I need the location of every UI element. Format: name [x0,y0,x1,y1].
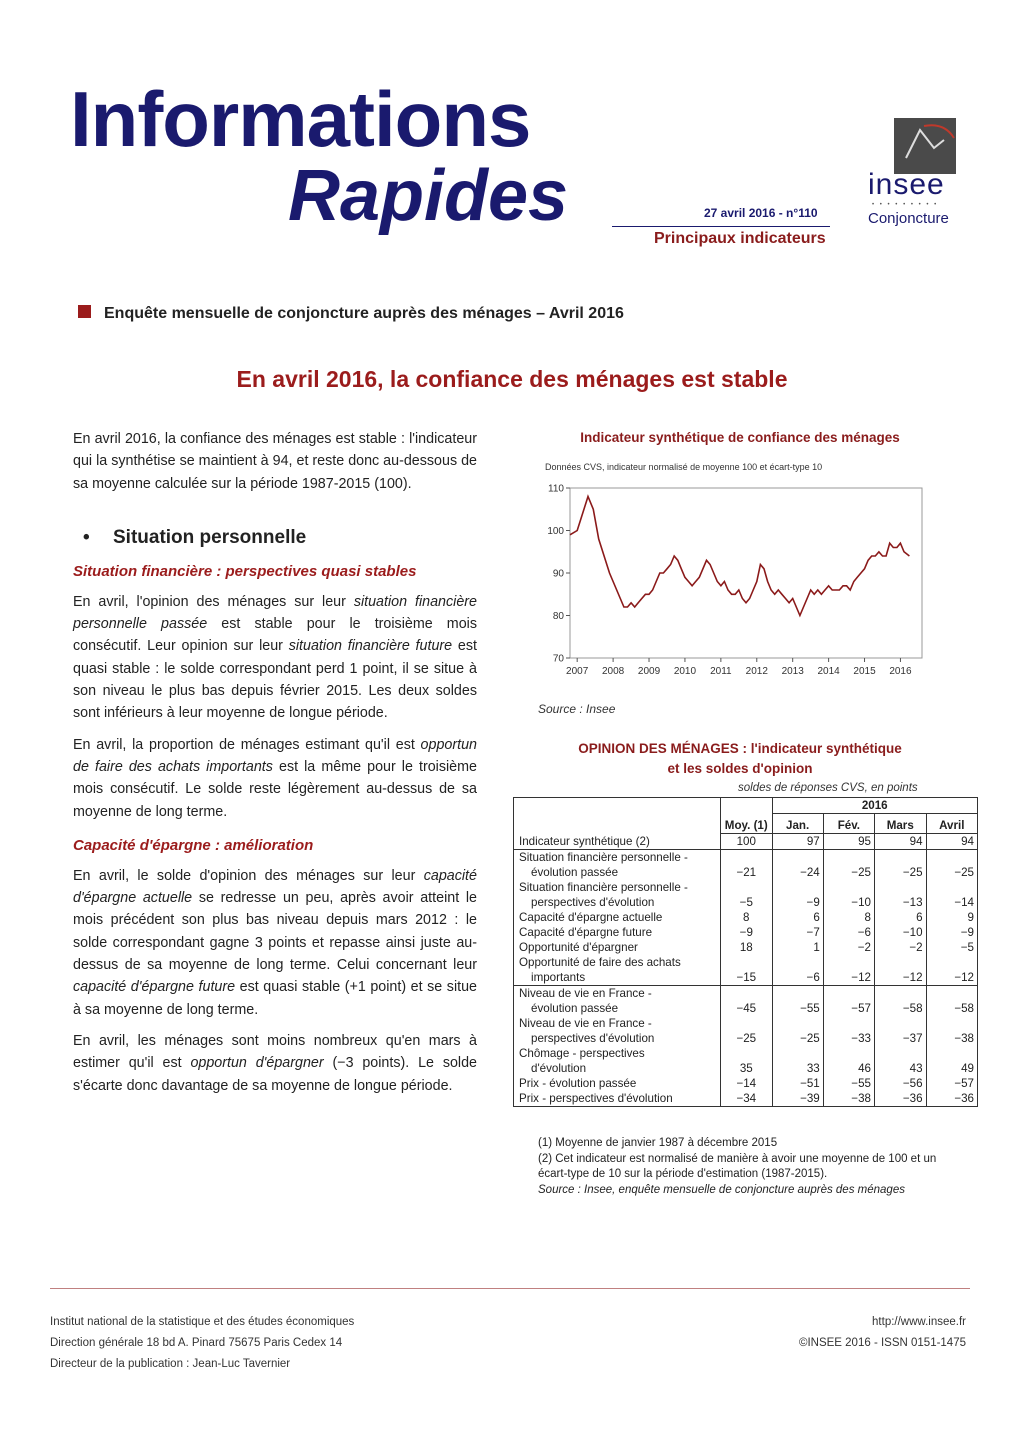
table-row [514,986,978,1017]
plot-frame [570,488,922,658]
table-cell: −58 [874,986,926,1017]
table-cell: −13 [874,880,926,910]
table-cell: −15 [721,955,772,986]
y-tick-label: 80 [552,611,564,622]
table-cell: 8 [721,910,772,925]
note-1: (1) Moyenne de janvier 1987 à décembre 2015 [538,1137,778,1149]
table-cell: 43 [874,1046,926,1076]
x-tick-label: 2009 [637,666,661,677]
table-cell: 94 [926,834,977,850]
table-cell: −57 [823,986,874,1017]
section-title: Situation personnelle [113,526,307,548]
paragraph-saving-opportunity: En avril, les ménages sont moins nombreux qu'en mars à estimer qu'il est opportun d'épargner (−3 points). Le solde s'écarte donc davantage de sa moyenne de longue période. [73,1032,477,1094]
footer-right [799,1312,966,1354]
table-cell: 35 [721,1046,772,1076]
table-cell: −25 [926,850,977,881]
chart-title: Indicateur synthétique de confiance des ménages [580,430,900,445]
table-row [514,1076,978,1091]
table-cell: −39 [772,1091,823,1107]
table-cell: −45 [721,986,772,1017]
table-row [514,1016,978,1046]
table-cell: 9 [926,910,977,925]
table-cell: −37 [874,1016,926,1046]
masthead-rule [612,226,830,227]
survey-title: Enquête mensuelle de conjoncture auprès des ménages – Avril 2016 [104,305,624,322]
footer-left [50,1312,354,1375]
table-cell: −25 [772,1016,823,1046]
table-cell: −25 [823,850,874,881]
x-tick-label: 2008 [601,666,625,677]
note-2: (2) Cet indicateur est normalisé de manière à avoir une moyenne de 100 et un écart-type de 10 sur la période d'estimation (1987-2015). [538,1152,937,1180]
table-source: Source : Insee, enquête mensuelle de conjoncture auprès des ménages [538,1183,905,1196]
issue-number: 27 avril 2016 - n°110 [704,206,818,220]
x-tick-label: 2015 [853,666,876,677]
table-cell: 33 [772,1046,823,1076]
year-header: 2016 [772,798,978,814]
table-cell: 94 [874,834,926,850]
table-cell: −14 [721,1076,772,1091]
table-cell: −58 [926,986,977,1017]
masthead-title-line2: Rapides [288,156,569,236]
table-cell: −5 [926,940,977,955]
table-cell: −56 [874,1076,926,1091]
section-heading [83,527,477,549]
table-title-line2: et les soldes d'opinion [667,761,813,776]
table-cell: 1 [772,940,823,955]
table-cell: 100 [721,834,772,850]
y-tick-label: 90 [552,568,564,580]
y-tick-label: 70 [552,653,564,665]
column-header: Jan. [772,814,823,834]
opinion-table [513,797,978,1107]
x-tick-label: 2016 [889,666,912,677]
table-cell: −38 [823,1091,874,1107]
table-row [514,1091,978,1107]
table-row [514,925,978,940]
table-cell: −34 [721,1091,772,1107]
footer-director: Directeur de la publication : Jean-Luc Tavernier [50,1358,291,1370]
row-label: Niveau de vie en France - évolution passée [514,986,721,1017]
masthead-title-line1: Informations [70,75,531,163]
footer-address: Direction générale 18 bd A. Pinard 75675 Paris Cedex 14 [50,1337,343,1349]
y-tick-label: 110 [548,483,564,495]
row-label: Opportunité d'épargner [514,940,721,955]
table-row [514,955,978,986]
table-cell: 18 [721,940,772,955]
row-label: Niveau de vie en France - perspectives d'évolution [514,1016,721,1046]
table-cell: −9 [926,925,977,940]
headline: En avril 2016, la confiance des ménages est stable [236,366,788,392]
column-header: Moy. (1) [721,814,772,834]
insee-logo-icon [894,118,956,174]
paragraph-purchases: En avril, la proportion de ménages estimant qu'il est opportun de faire des achats importants est la même pour le troisième mois consécutif. Le solde reste légèrement au-dessus de sa moyenne de long terme. [73,736,477,820]
table-cell: 95 [823,834,874,850]
column-header: Mars [874,814,926,834]
table-cell: −10 [823,880,874,910]
paragraph-savings: En avril, le solde d'opinion des ménages sur leur capacité d'épargne actuelle se redresse un peu, après avoir atteint le mois précédent son plus bas niveau depuis mars 2012 : le solde correspondant gagne 3 points et repasse ainsi juste au-dessus de sa moyenne de long terme. Celui concernant leur capacité d'épargne future est quasi stable (+1 point) et se situe à sa moyenne de long terme. [73,867,478,1018]
chart-subtitle: Données CVS, indicateur normalisé de moyenne 100 et écart-type 10 [545,462,823,472]
x-tick-label: 2007 [566,666,589,677]
footer-copyright: ©INSEE 2016 - ISSN 0151-1475 [798,1337,966,1349]
table-cell: −55 [823,1076,874,1091]
subheading-savings: Capacité d'épargne : amélioration [73,836,314,854]
logo-wordmark: insee [868,168,945,201]
table-cell: −12 [874,955,926,986]
table-cell: −2 [823,940,874,955]
confidence-chart [530,478,930,683]
table-cell: 97 [772,834,823,850]
table-cell: 6 [772,910,823,925]
table-cell: 49 [926,1046,977,1076]
table-cell: −12 [823,955,874,986]
row-label: Chômage - perspectives d'évolution [514,1046,721,1076]
table-cell: −55 [772,986,823,1017]
table-row [514,850,978,881]
logo-dots: • • • • • • • • • [872,202,939,208]
table-unit: soldes de réponses CVS, en points [738,782,918,794]
table-row [514,880,978,910]
table-notes [538,1136,958,1198]
table-cell: −7 [772,925,823,940]
table-row [514,834,978,850]
x-tick-label: 2011 [710,666,732,677]
table-cell: −10 [874,925,926,940]
series-name: Principaux indicateurs [654,230,826,247]
table-corner [514,798,721,834]
table-cell: −2 [874,940,926,955]
x-tick-label: 2013 [781,666,804,677]
x-tick-label: 2012 [745,666,768,677]
row-label: Situation financière personnelle - évolution passée [514,850,721,881]
table-cell: −36 [874,1091,926,1107]
row-label: Prix - évolution passée [514,1076,721,1091]
logo-subtitle: Conjoncture [868,210,949,227]
table-cell: 6 [874,910,926,925]
table-cell: −24 [772,850,823,881]
table-title [520,739,960,779]
row-label: Situation financière personnelle - perspectives d'évolution [514,880,721,910]
row-label: Opportunité de faire des achats importants [514,955,721,986]
row-label: Prix - perspectives d'évolution [514,1091,721,1107]
row-label: Capacité d'épargne actuelle [514,910,721,925]
table-cell: −25 [874,850,926,881]
confidence-series-line [570,497,909,616]
table-cell: −6 [772,955,823,986]
table-cell: −25 [721,1016,772,1046]
table-cell: −38 [926,1016,977,1046]
table-row [514,1046,978,1076]
table-cell: 46 [823,1046,874,1076]
row-label: Capacité d'épargne future [514,925,721,940]
bullet-icon: • [83,526,90,548]
table-cell: −57 [926,1076,977,1091]
intro-paragraph: En avril 2016, la confiance des ménages est stable : l'indicateur qui la synthétise se maintient à 94, et reste donc au-dessous de sa moyenne calculée sur la période 1987-2015 (100). [73,431,477,492]
subheading-financial: Situation financière : perspectives quasi stables [73,562,417,580]
table-row [514,940,978,955]
table-cell: −21 [721,850,772,881]
table-cell: −5 [721,880,772,910]
table-cell: −36 [926,1091,977,1107]
table-title-line1: OPINION DES MÉNAGES : l'indicateur synthétique [578,741,902,756]
table-cell: −6 [823,925,874,940]
footer-url[interactable]: http://www.insee.fr [872,1316,966,1328]
column-header: Fév. [823,814,874,834]
table-cell: −51 [772,1076,823,1091]
chart-source: Source : Insee [538,702,616,716]
y-tick-label: 100 [547,526,564,537]
table-cell: −14 [926,880,977,910]
table-cell: 8 [823,910,874,925]
table-cell: −9 [721,925,772,940]
x-tick-label: 2010 [673,666,697,677]
row-label: Indicateur synthétique (2) [514,834,721,850]
column-header: Avril [926,814,977,834]
footer-institute: Institut national de la statistique et des études économiques [50,1316,355,1328]
table-cell: −33 [823,1016,874,1046]
table-row [514,910,978,925]
table-cell: −9 [772,880,823,910]
paragraph-financial: En avril, l'opinion des ménages sur leur situation financière personnelle passée est stable pour le troisième mois consécutif. Leur opinion sur leur situation financière future est quasi stable : le solde correspondant perd 1 point, il se situe à son niveau le plus bas depuis février 2015. Les deux soldes sont inférieurs à leur moyenne de longue période. [73,593,477,722]
x-tick-label: 2014 [817,666,840,677]
square-bullet-icon [78,305,91,318]
footer-rule [50,1288,970,1289]
left-column [73,428,477,1106]
table-cell: −12 [926,955,977,986]
